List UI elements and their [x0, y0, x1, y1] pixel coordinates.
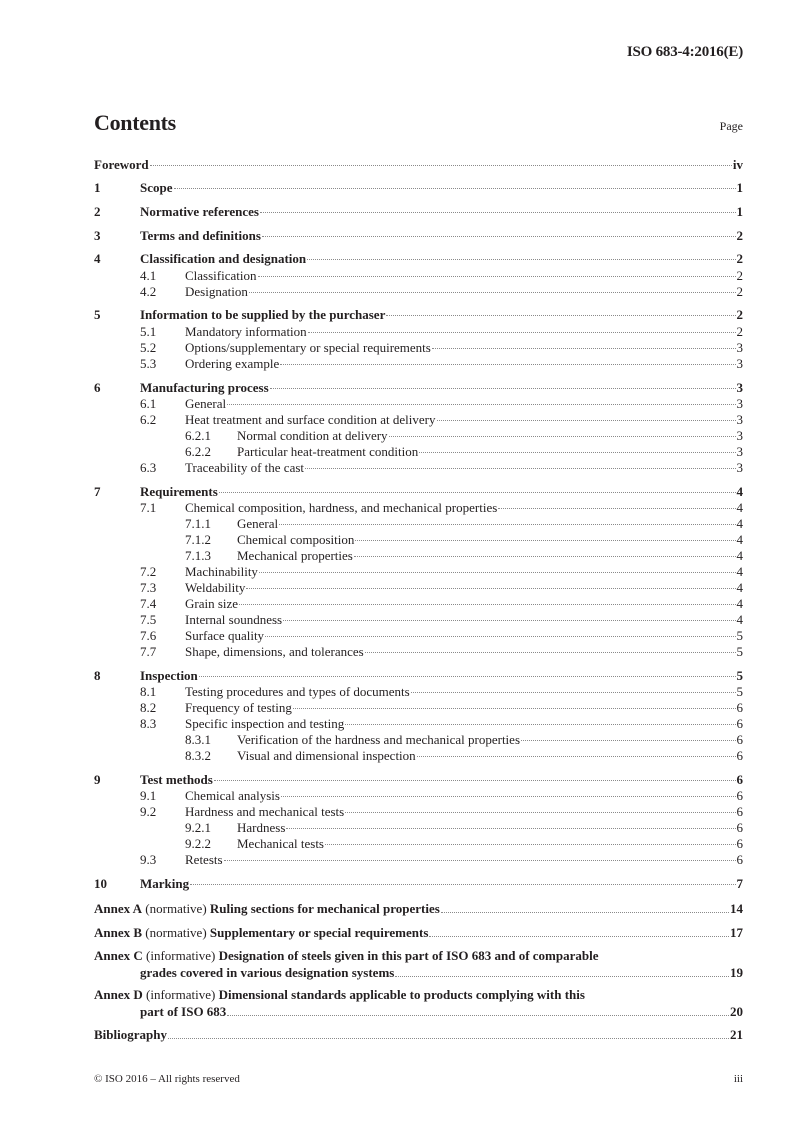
section-number: 5.3: [140, 356, 157, 371]
leader-dots: [168, 1038, 729, 1039]
section-number: 10: [94, 876, 107, 891]
annex-type: (informative): [146, 987, 216, 1002]
leader-dots: [199, 676, 736, 677]
section-title: Traceability of the cast: [185, 460, 305, 475]
toc-entry[interactable]: [94, 180, 743, 195]
page-number: 6: [736, 748, 743, 763]
section-number: 7.7: [140, 644, 157, 659]
section-number: 6: [94, 380, 101, 395]
section-number: 5.2: [140, 340, 157, 355]
bibliography-page: 21: [730, 1027, 743, 1042]
section-number: 9.2: [140, 804, 157, 819]
section-title: Manufacturing process: [140, 380, 269, 395]
annex-prefix: Annex C: [94, 948, 143, 963]
leader-dots: [389, 436, 736, 437]
leader-dots: [345, 812, 735, 813]
section-title: Surface quality: [185, 628, 265, 643]
page-number: 5: [736, 684, 743, 699]
section-number: 9.1: [140, 788, 157, 803]
toc-entry[interactable]: [94, 668, 743, 683]
annex-a-entry[interactable]: [94, 900, 743, 917]
section-title: Terms and definitions: [140, 228, 261, 243]
section-number: 8.3.1: [185, 732, 211, 747]
section-title: Hardness: [237, 820, 286, 835]
leader-dots: [227, 1015, 729, 1016]
section-title: Testing procedures and types of documents: [185, 684, 410, 699]
page-number: 6: [736, 700, 743, 715]
leader-dots: [419, 452, 735, 453]
section-title: Mechanical tests: [237, 836, 324, 851]
section-title: Marking: [140, 876, 190, 891]
section-title: Scope: [140, 180, 173, 195]
annex-title: Ruling sections for mechanical properties: [209, 901, 440, 916]
toc-entry[interactable]: [94, 580, 743, 595]
section-number: 6.2.2: [185, 444, 211, 459]
section-title: Machinability: [185, 564, 258, 579]
leader-dots: [395, 976, 729, 977]
toc-entry[interactable]: [94, 157, 743, 172]
section-number: 8.2: [140, 700, 157, 715]
toc-entry[interactable]: [94, 268, 743, 283]
page-number: 3: [736, 412, 743, 427]
page-number: 6: [736, 852, 743, 867]
toc-entry[interactable]: [94, 596, 743, 611]
annex-type: (normative): [145, 901, 207, 916]
leader-dots: [355, 540, 735, 541]
page-number: 7: [736, 876, 743, 891]
section-title: Ordering example: [185, 356, 280, 371]
section-number: 4: [94, 251, 101, 266]
section-title: Chemical composition: [237, 532, 355, 547]
section-title: Internal soundness: [185, 612, 283, 627]
annex-title: Designation of steels given in this part of ISO 683 and of comparable: [218, 948, 599, 963]
section-title: Retests: [185, 852, 223, 867]
section-title: Mandatory information: [185, 324, 307, 339]
section-number: 7.1.1: [185, 516, 211, 531]
section-title: Options/supplementary or special requirements: [185, 340, 431, 355]
leader-dots: [293, 708, 736, 709]
page-number: 4: [736, 548, 743, 563]
section-number: 7.5: [140, 612, 157, 627]
section-number: 1: [94, 180, 101, 195]
section-number: 9.2.1: [185, 820, 211, 835]
annex-d-entry[interactable]: [94, 986, 743, 1020]
leader-dots: [432, 348, 736, 349]
leader-dots: [227, 404, 735, 405]
page-number: 6: [736, 804, 743, 819]
page-number: 1: [736, 180, 743, 195]
annex-prefix: Annex B: [94, 925, 143, 940]
annex-b-entry[interactable]: [94, 924, 743, 941]
leader-dots: [283, 620, 735, 621]
section-title: General: [185, 396, 227, 411]
leader-dots: [239, 604, 735, 605]
leader-dots: [279, 524, 735, 525]
page-number: 2: [736, 251, 743, 266]
section-number: 8.1: [140, 684, 157, 699]
page-number: 2: [736, 228, 743, 243]
section-number: 9: [94, 772, 101, 787]
toc-entry[interactable]: [94, 548, 743, 563]
toc-entry[interactable]: [94, 876, 743, 891]
section-number: 7.3: [140, 580, 157, 595]
section-number: 7.6: [140, 628, 157, 643]
section-title: Classification and designation: [140, 251, 307, 266]
page-number: 4: [736, 580, 743, 595]
section-title: Verification of the hardness and mechanical properties: [237, 732, 520, 747]
annex-prefix: Annex A: [94, 901, 143, 916]
page-number: 4: [736, 500, 743, 515]
section-number: 4.1: [140, 268, 157, 283]
footer-copyright: © ISO 2016 – All rights reserved: [94, 1073, 240, 1085]
section-title: Inspection: [140, 668, 198, 683]
toc-entry[interactable]: [94, 748, 743, 763]
toc-entry[interactable]: [94, 684, 743, 699]
section-title: Classification: [185, 268, 257, 283]
bibliography-label: Bibliography: [94, 1027, 167, 1042]
section-number: 4.2: [140, 284, 157, 299]
leader-dots: [286, 828, 735, 829]
toc-entry[interactable]: [94, 324, 743, 339]
page-number: 6: [736, 820, 743, 835]
annex-title: Supplementary or special requirements: [209, 925, 429, 940]
leader-dots: [325, 844, 736, 845]
toc-entry[interactable]: [94, 516, 743, 531]
toc-entry[interactable]: [94, 772, 743, 787]
section-number: 6.2: [140, 412, 157, 427]
page-number: 4: [736, 596, 743, 611]
leader-dots: [411, 692, 736, 693]
leader-dots: [345, 724, 735, 725]
toc-entry[interactable]: [94, 788, 743, 803]
section-title: Particular heat-treatment condition: [237, 444, 419, 459]
annex-c-entry[interactable]: [94, 947, 743, 981]
section-title: Test methods: [140, 772, 213, 787]
page-number: 2: [736, 284, 743, 299]
page-number: 3: [736, 428, 743, 443]
page-number: iv: [732, 157, 743, 172]
section-title: Mechanical properties: [237, 548, 353, 563]
section-title: Foreword: [94, 157, 149, 172]
toc-entry[interactable]: [94, 700, 743, 715]
section-number: 9.3: [140, 852, 157, 867]
leader-dots: [308, 332, 736, 333]
section-number: 7.2: [140, 564, 157, 579]
leader-dots: [386, 315, 735, 316]
section-number: 6.1: [140, 396, 157, 411]
page-number: 4: [736, 484, 743, 499]
toc-entry[interactable]: [94, 804, 743, 819]
page-number: 6: [736, 788, 743, 803]
section-number: 6.2.1: [185, 428, 211, 443]
page-number: 3: [736, 340, 743, 355]
annex-prefix: Annex D: [94, 987, 143, 1002]
leader-dots: [417, 756, 736, 757]
page-number: 2: [736, 268, 743, 283]
toc-entry[interactable]: [94, 852, 743, 867]
leader-dots: [521, 740, 736, 741]
page-number: 4: [736, 612, 743, 627]
section-number: 8.3: [140, 716, 157, 731]
toc-entry[interactable]: [94, 732, 743, 747]
page-number: 4: [736, 516, 743, 531]
page-number: 1: [736, 204, 743, 219]
leader-dots: [354, 556, 736, 557]
section-title: General: [237, 516, 279, 531]
page-column-label: Page: [719, 119, 743, 133]
leader-dots: [265, 636, 735, 637]
page-number: 6: [736, 772, 743, 787]
section-title: Specific inspection and testing: [185, 716, 345, 731]
annex-page: 14: [730, 901, 743, 916]
page-number: 5: [736, 644, 743, 659]
section-number: 5.1: [140, 324, 157, 339]
toc-entry[interactable]: [94, 428, 743, 443]
toc-entry[interactable]: [94, 484, 743, 499]
section-title: Shape, dimensions, and tolerances: [185, 644, 364, 659]
leader-dots: [307, 259, 735, 260]
section-title: Information to be supplied by the purchaser: [140, 307, 386, 322]
toc-entry[interactable]: [94, 628, 743, 643]
toc-entry[interactable]: [94, 716, 743, 731]
page-number: 5: [736, 668, 743, 683]
section-title: Heat treatment and surface condition at delivery: [185, 412, 436, 427]
section-number: 7.4: [140, 596, 157, 611]
section-title: Normative references: [140, 204, 259, 219]
toc-entry[interactable]: [94, 307, 743, 322]
leader-dots: [249, 292, 736, 293]
leader-dots: [190, 884, 735, 885]
toc-entry[interactable]: [94, 500, 743, 515]
annex-title-continued: part of ISO 683: [140, 1004, 227, 1019]
leader-dots: [280, 364, 735, 365]
section-number: 7.1.3: [185, 548, 211, 563]
toc-entry[interactable]: [94, 836, 743, 851]
toc-entry[interactable]: [94, 532, 743, 547]
section-number: 5: [94, 307, 101, 322]
leader-dots: [219, 492, 736, 493]
section-number: 8.3.2: [185, 748, 211, 763]
leader-dots: [150, 165, 732, 166]
page-number: 3: [736, 356, 743, 371]
toc-entry[interactable]: [94, 396, 743, 411]
section-title: Visual and dimensional inspection: [237, 748, 416, 763]
annex-type: (normative): [145, 925, 207, 940]
leader-dots: [260, 212, 736, 213]
toc-entry[interactable]: [94, 820, 743, 835]
document-id: ISO 683-4:2016(E): [626, 44, 743, 60]
section-title: Chemical analysis: [185, 788, 280, 803]
leader-dots: [246, 588, 735, 589]
leader-dots: [281, 796, 736, 797]
toc-entry[interactable]: [94, 380, 743, 395]
page-number: 2: [736, 324, 743, 339]
annex-page: 19: [730, 965, 743, 980]
section-title: Normal condition at delivery: [237, 428, 388, 443]
section-number: 7: [94, 484, 101, 499]
page-number: 6: [736, 836, 743, 851]
leader-dots: [498, 508, 735, 509]
page-number: 6: [736, 732, 743, 747]
section-title: Designation: [185, 284, 248, 299]
page-number: 3: [736, 396, 743, 411]
section-number: 9.2.2: [185, 836, 211, 851]
toc-entry[interactable]: [94, 284, 743, 299]
leader-dots: [259, 572, 736, 573]
leader-dots: [214, 780, 736, 781]
leader-dots: [270, 388, 736, 389]
section-title: Hardness and mechanical tests: [185, 804, 345, 819]
toc-entry[interactable]: [94, 564, 743, 579]
annex-page: 20: [730, 1004, 743, 1019]
section-title: Requirements: [140, 484, 218, 499]
toc-entry[interactable]: [94, 228, 743, 243]
footer-page-number: iii: [733, 1073, 743, 1085]
leader-dots: [441, 912, 729, 913]
annex-title-continued: grades covered in various designation systems: [140, 965, 395, 980]
section-title: Grain size: [185, 596, 239, 611]
leader-dots: [437, 420, 736, 421]
annex-page: 17: [730, 925, 743, 940]
toc-entry[interactable]: [94, 412, 743, 427]
page-number: 3: [736, 444, 743, 459]
page-number: 3: [736, 460, 743, 475]
section-number: 3: [94, 228, 101, 243]
page-number: 5: [736, 628, 743, 643]
leader-dots: [258, 276, 736, 277]
toc-entry[interactable]: [94, 251, 743, 266]
page-number: 4: [736, 532, 743, 547]
section-number: 7.1: [140, 500, 157, 515]
section-title: Chemical composition, hardness, and mechanical properties: [185, 500, 498, 515]
leader-dots: [305, 468, 735, 469]
toc-entry[interactable]: [94, 612, 743, 627]
leader-dots: [262, 236, 736, 237]
leader-dots: [174, 188, 736, 189]
toc-entry[interactable]: [94, 460, 743, 475]
toc-entry[interactable]: [94, 644, 743, 659]
page-number: 4: [736, 564, 743, 579]
section-number: 7.1.2: [185, 532, 211, 547]
section-title: Weldability: [185, 580, 246, 595]
annex-title: Dimensional standards applicable to products complying with this: [218, 987, 585, 1002]
toc-entry[interactable]: [94, 340, 743, 355]
page-number: 6: [736, 716, 743, 731]
toc-entry[interactable]: [94, 444, 743, 459]
toc-entry[interactable]: [94, 204, 743, 219]
page-title: Contents: [94, 110, 176, 135]
section-number: 8: [94, 668, 101, 683]
leader-dots: [429, 936, 729, 937]
annex-type: (informative): [146, 948, 216, 963]
bibliography-entry[interactable]: [94, 1026, 743, 1043]
section-number: 2: [94, 204, 101, 219]
leader-dots: [224, 860, 736, 861]
section-number: 6.3: [140, 460, 157, 475]
page-number: 3: [736, 380, 743, 395]
toc-entry[interactable]: [94, 356, 743, 371]
page-number: 2: [736, 307, 743, 322]
section-title: Frequency of testing: [185, 700, 292, 715]
leader-dots: [365, 652, 736, 653]
